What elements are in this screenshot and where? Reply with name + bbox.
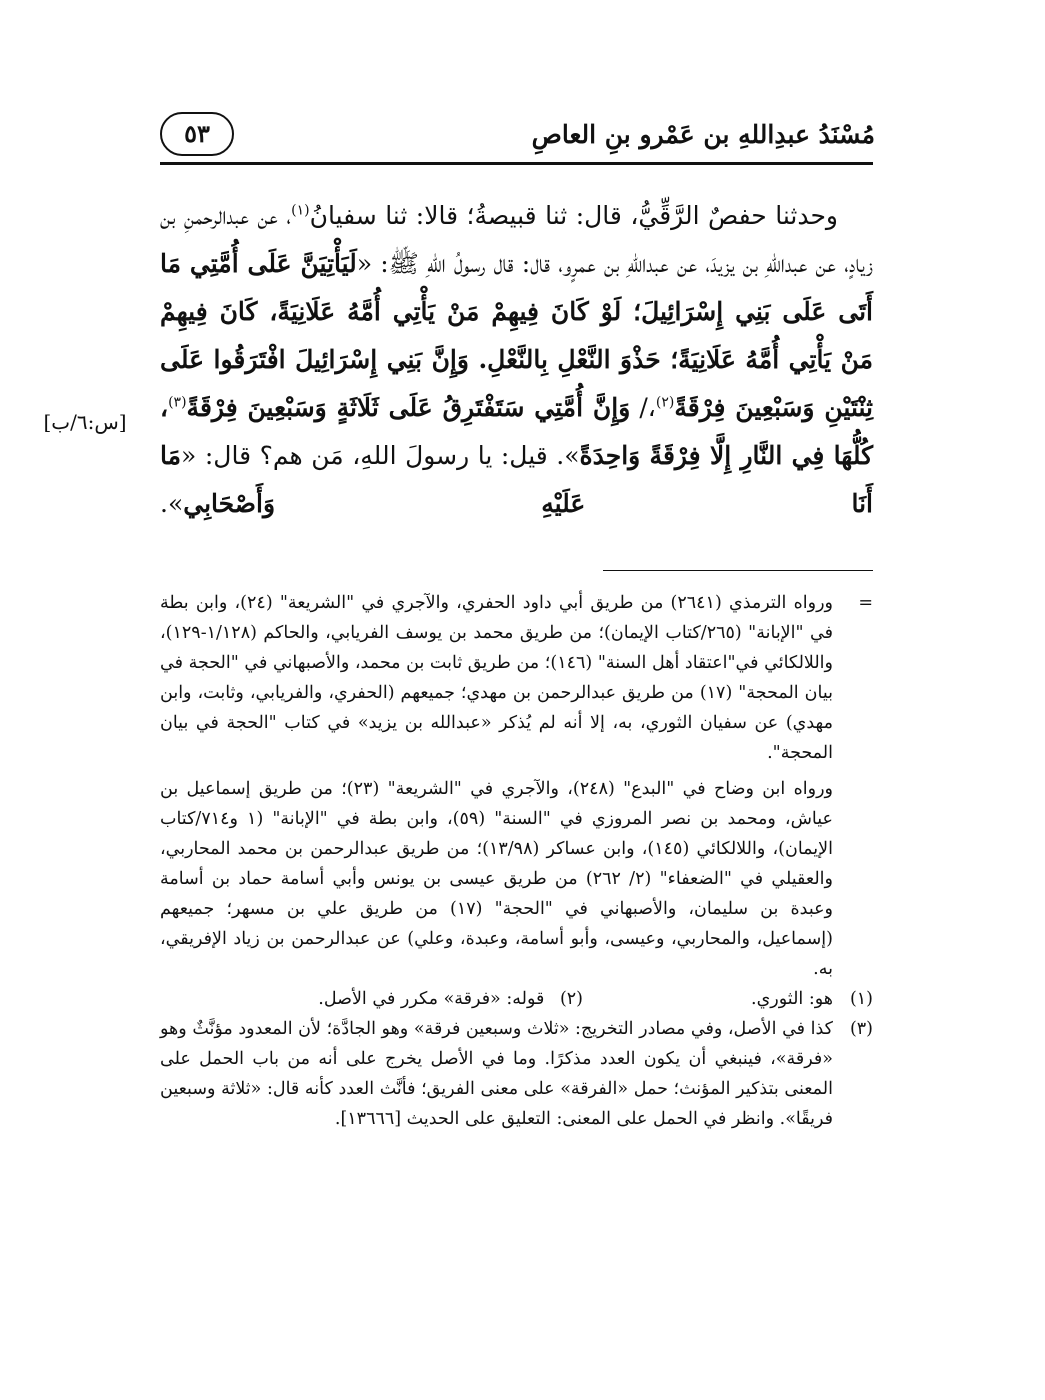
footnotes-section <box>160 588 873 1134</box>
footnote-3-text: كذا في الأصل، وفي مصادر التخريج: «ثلاث وسبعين فرقة» وهو الجادَّة؛ لأن المعدود مؤنَّثٌ وهو «فرقة»، فينبغي أن يكون العدد مذكرًا. وما في الأصل يخرج على أنه من باب الحمل على المعنى بتذكير المؤنث؛ حمل «الفرقة» على معنى الفريق؛ فأنَّث العدد كأنه قال: «ثلاثة وسبعين فريقًا». وانظر في الحمل على المعنى: التعليق على الحديث [١٣٦٦٦]. <box>160 1019 833 1129</box>
footnote-divider <box>603 570 873 571</box>
closing-quote: ». <box>160 489 184 518</box>
isnad-paragraph <box>160 192 873 528</box>
folio-slash: ،/ <box>639 393 656 422</box>
footnote-ref-3: (٣) <box>168 394 187 411</box>
continuation-marker: = <box>858 593 873 613</box>
continuation-text: ورواه الترمذي (٢٦٤١) من طريق أبي داود الحفري، والآجري في "الشريعة" (٢٤)، وابن بطة في "الإبانة" (٢٦٥/كتاب الإيمان)؛ من طريق محمد بن يوسف الفريابي، والحاكم (١/١٢٨-١٢٩)، واللالكائي في"اعتقاد أهل السنة" (١٤٦)؛ من طريق ثابت بن محمد، والأصبهاني في "الحجة في بيان المحجة" (١٧) من طريق عبدالرحمن بن مهدي؛ جميعهم (الحفري، والفريابي، وثابت، وابن مهدي) عن سفيان الثوري، به، إلا أنه لم يُذكر «عبدالله بن يزيد» في كتاب "الحجة في بيان المحجة". <box>160 593 833 763</box>
footnote-1-marker: (١) <box>849 989 873 1009</box>
header-divider <box>160 162 873 165</box>
footnote-continuation <box>160 588 873 768</box>
paragraph-2-text: ورواه ابن وضاح في "البدع" (٢٤٨)، والآجري في "الشريعة" (٢٣)؛ من طريق إسماعيل بن عياش، ومحمد بن نصر المروزي في "السنة" (٥٩)، وابن بطة في "الإبانة" (١ و٧١٤/كتاب الإيمان)، واللالكائي (١٤٥)، وابن عساكر (١٣/٩٨)؛ من طريق عبدالرحمن بن محمد المحاربي، والعقيلي في "الضعفاء" (٢/ ٢٦٢) من طريق عيسى بن يونس وأبي أسامة حماد بن أسامة وعبدة بن سليمان، والأصبهاني في "الحجة" (١٧) من طريق علي بن مسهر؛ جميعهم (إسماعيل، والمحاربي، وعيسى، وأبو أسامة، وعبدة، وعلي) عن عبدالرحمن بن زياد الإفريقي، به. <box>160 779 834 979</box>
footnote-ref-2: (٢) <box>655 394 675 411</box>
footnote-3-marker: (٣) <box>849 1019 873 1039</box>
hadith-matn-part3: ، كُلُّهَا فِي النَّارِ إِلَّا فِرْقَةً وَاحِدَةً <box>160 393 874 470</box>
hadith-text <box>160 192 873 528</box>
page-number-badge: ٥٣ <box>160 112 234 156</box>
footnote-2-text: قوله: «فرقة» مكرر في الأصل. <box>318 989 545 1009</box>
footnote-1-text: هو: الثوري. <box>751 989 833 1009</box>
footnote-3 <box>160 1014 873 1134</box>
matn-intro: قال رسولُ اللهِ ﷺ: « <box>356 249 514 278</box>
footnote-ref-1: (١) <box>291 202 310 219</box>
footnote-2 <box>318 984 583 1014</box>
isnad-line2: عبدالرحمنِ بن زيادٍ، عن عبداللهِ بن يزيدَ، عن عبداللهِ بن عمرٍو، قال: <box>160 201 874 278</box>
isnad-line1-end: ، عن <box>257 201 292 230</box>
footnote-row-1-2 <box>160 984 873 1014</box>
hadith-answer: مَا أَنَا عَلَيْهِ وَأَصْحَابِي <box>160 441 873 518</box>
running-header-title: مُسْنَدُ عبدِاللهِ بن عَمْرو بنِ العاصِ <box>531 120 875 149</box>
footnote-paragraph-2 <box>160 774 873 984</box>
question-text: ». قيل: يا رسولَ اللهِ، مَن هم؟ قال: « <box>181 441 580 470</box>
hadith-matn-part2: وَإِنَّ أُمَّتِي سَتَفْتَرِقُ عَلَى ثَلَاثَةٍ وَسَبْعِينَ فِرْقَةً <box>186 393 631 422</box>
hadith-matn-part1: لَيَأْتِيَنَّ عَلَى أُمَّتِي مَا أَتَى عَلَى بَنِي إِسْرَائِيلَ؛ لَوْ كَانَ فِيهِمْ مَنْ يَأْتِي أُمَّهُ عَلَانِيَةً، كَانَ فِيهِمْ مَنْ يَأْتِي أُمَّهُ عَلَانِيَةً؛ حَذْوَ النَّعْلِ بِالنَّعْلِ. وَإِنَّ بَنِي إِسْرَائِيلَ افْتَرَقُوا عَلَى ثِنْتَيْنِ وَسَبْعِينَ فِرْقَةً <box>160 249 873 422</box>
footnote-2-marker: (٢) <box>559 989 583 1009</box>
manuscript-margin-note: [س:٦/ب] <box>43 410 127 434</box>
isnad-line1: وحدثنا حفصٌ الرَّقِّيُّ، قال: ثنا قبيصةُ؛ قالا: ثنا سفيانُ <box>309 201 839 230</box>
